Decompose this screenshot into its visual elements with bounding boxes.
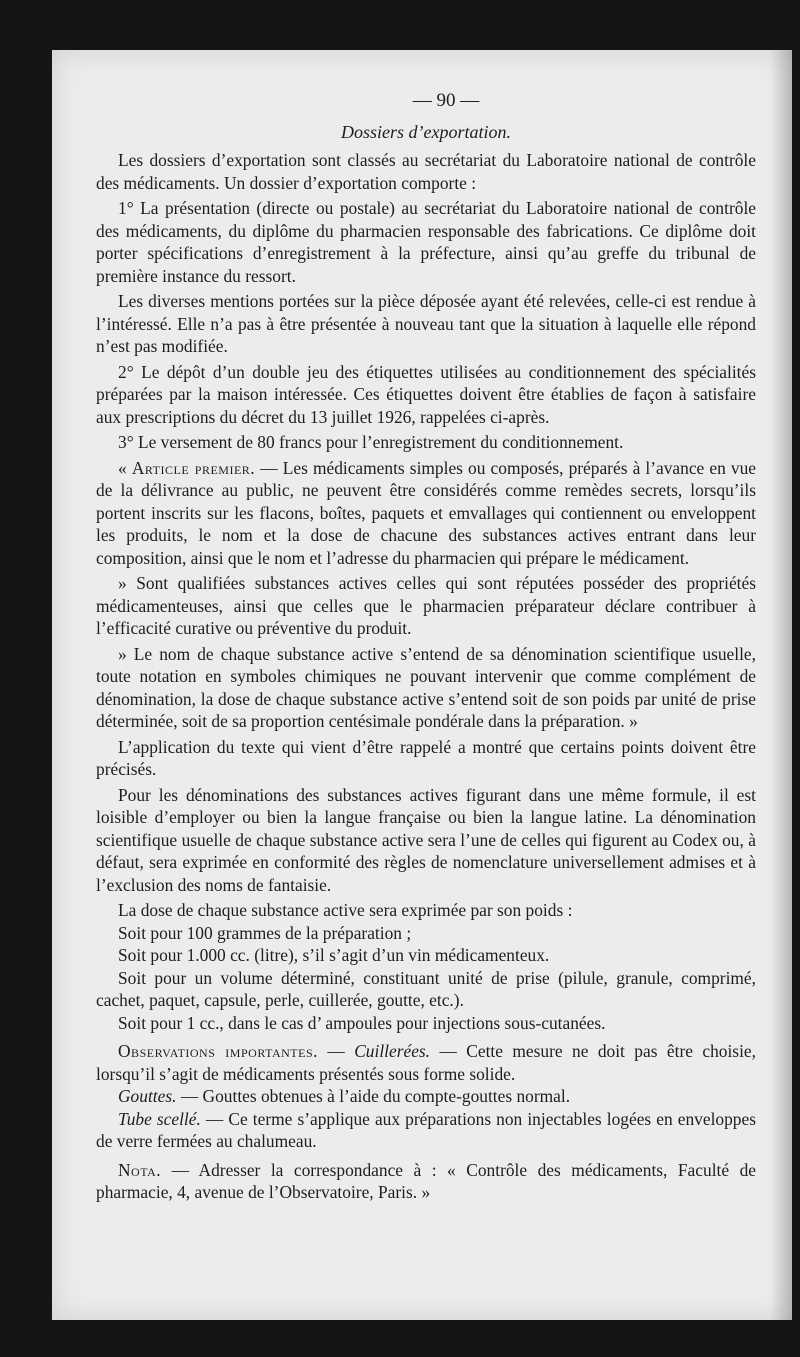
page-edge-shadow <box>770 50 792 1320</box>
paragraph-nom-substance: » Le nom de chaque substance active s’entend de sa dénomination scientifique usuelle, toute notation en symboles chimiques ne pouvant intervenir que comme complément de dénomination, la dose de chaque substance active s’entend soit de son poids par unité de prise déterminée, soit de sa proportion centésimale pondérale dans la préparation. » <box>96 643 756 731</box>
paragraph-item-2: 2° Le dépôt d’un double jeu des étiquettes utilisées au conditionnement des spécialités préparées par la maison intéressée. Ces étiquettes doivent être établies de façon à satisfaire aux prescriptions du décret du 13 juillet 1926, rappelées ci-après. <box>96 361 756 427</box>
paragraph-mentions: Les diverses mentions portées sur la pièce déposée ayant été relevées, celle-ci est rendue à l’intéressé. Elle n’a pas à être présentée à nouveau tant que la situation à laquelle elle répond n’est pas modifiée. <box>96 291 756 356</box>
paragraph-soit-volume: Soit pour un volume déterminé, constituant unité de prise (pilule, granule, comprimé, cachet, paquet, capsule, perle, cuillerée, goutte, etc.). <box>96 967 756 1010</box>
nota-text: — Adresser la correspondance à : « Contrôle des médicaments, Faculté de pharmacie, 4, avenue de l’Observatoire, Paris. » <box>96 1159 756 1202</box>
paragraph-intro: Les dossiers d’exportation sont classés au secrétariat du Laboratoire national de contrôle des médicaments. Un dossier d’exportation comporte : <box>96 150 756 193</box>
paragraph-article-premier <box>96 457 756 570</box>
term-tube-scelle: Tube scellé. <box>118 1108 201 1129</box>
paragraph-substances-actives: » Sont qualifiées substances actives celles qui sont réputées posséder des propriétés médicamenteuses, ainsi que celles que le pharmacien préparateur déclare contribuer à l’efficacité curative ou préventive du produit. <box>96 573 756 638</box>
paragraph-dose: La dose de chaque substance active sera exprimée par son poids : <box>118 900 573 920</box>
text-tube-scelle: — Ce terme s’applique aux préparations non injectables logées en enveloppes de verre fermées au chalumeau. <box>96 1108 756 1151</box>
paragraph-nota <box>96 1159 756 1204</box>
paragraph-item-3: 3° Le versement de 80 francs pour l’enregistrement du conditionnement. <box>118 432 624 452</box>
term-gouttes: Gouttes. <box>118 1086 177 1106</box>
nota-lead: Nota. <box>118 1159 162 1180</box>
text-cuillerees: — Cette mesure ne doit pas être choisie, lorsqu’il s’agit de médicaments présentés sous forme solide. <box>96 1041 756 1084</box>
term-cuillerees: Cuillerées. <box>354 1041 431 1061</box>
paragraph-item-1: 1° La présentation (directe ou postale) au secrétariat du Laboratoire national de contrôle des médicaments, du diplôme du pharmacien responsable des fabrications. Ce diplôme doit porter spécifications d’enregistrement à la préfecture, ainsi qu’au greffe du tribunal de première instance du ressort. <box>96 198 756 286</box>
paragraph-tube-scelle <box>96 1108 756 1153</box>
paragraph-soit-1cc: Soit pour 1 cc., dans le cas d’ ampoules pour injections sous-cutanées. <box>118 1012 606 1033</box>
page-content <box>96 90 756 1204</box>
paragraph-gouttes <box>96 1085 756 1108</box>
text-gouttes: — Gouttes obtenues à l’aide du compte-gouttes normal. <box>176 1086 571 1106</box>
page-number: — 90 — <box>412 90 480 111</box>
paragraph-soit-100g: Soit pour 100 grammes de la préparation ; <box>118 922 412 943</box>
section-title: Dossiers d’exportation. <box>341 121 511 142</box>
observations-lead: Observations importantes. <box>118 1041 318 1061</box>
paragraph-application: L’application du texte qui vient d’être rappelé a montré que certains points doivent être précisés. <box>96 736 756 779</box>
article-text: — Les médicaments simples ou composés, préparés à l’avance en vue de la délivrance au public, ne peuvent être considérés comme remèdes secrets, lorsqu’ils portent inscrits sur les flacons, boîtes, paquets et emvallages qui contiennent ou enveloppent les produits, le nom et la dose de chacune des substances actives entrant dans leur composition, ainsi que le nom et l’adresse du pharmacien qui prépare le médicament. <box>96 457 756 568</box>
article-lead: « Article premier. <box>118 457 256 478</box>
observations-sep: — <box>317 1041 355 1061</box>
paragraph-denominations: Pour les dénominations des substances actives figurant dans une même formule, il est loisible d’employer ou bien la langue française ou bien la langue latine. La dénomination scientifique usuelle de chaque substance active sera l’une de celles qui figurent au Codex ou, à défaut, sera exprimée en conformité des règles de nomenclature universellement admises et à l’exclusion des noms de fantaisie. <box>96 784 756 895</box>
paragraph-soit-1000cc: Soit pour 1.000 cc. (litre), s’il s’agit d’un vin médicamenteux. <box>118 945 550 965</box>
paragraph-observations <box>96 1040 756 1085</box>
